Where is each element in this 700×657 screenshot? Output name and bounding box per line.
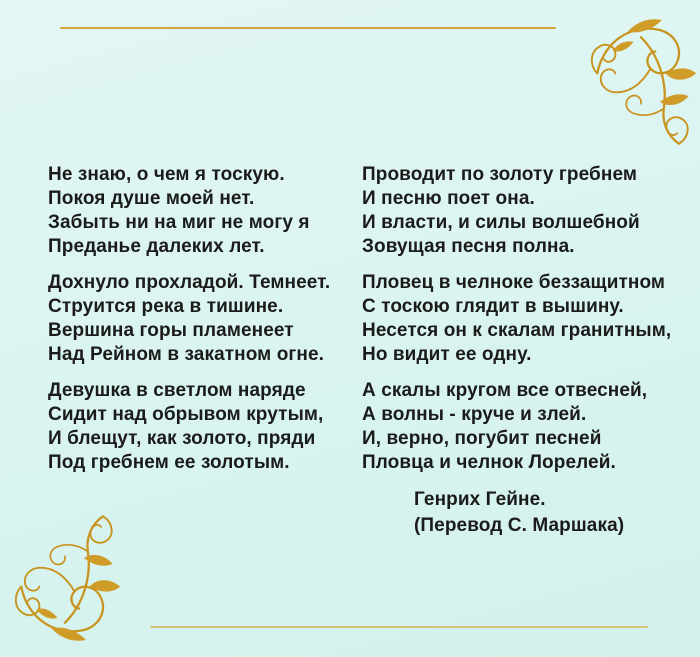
poem-line: Покоя душе моей нет. <box>48 188 255 209</box>
floral-flourish-icon <box>584 5 698 155</box>
top-divider <box>60 27 556 29</box>
stanza-4 <box>362 163 692 259</box>
poem-line: Пловца и челнок Лорелей. <box>362 452 616 473</box>
poem-line: И, верно, погубит песней <box>362 428 602 449</box>
stanza-6 <box>362 379 692 475</box>
bottom-divider <box>150 626 648 628</box>
poem-line: Сидит над обрывом крутым, <box>48 404 324 425</box>
poem-line: Дохнуло прохладой. Темнеет. <box>48 272 331 293</box>
poem-line: Вершина горы пламенеет <box>48 320 294 341</box>
attribution <box>414 487 692 539</box>
poem-line: С тоскою глядит в вышину. <box>362 296 624 317</box>
poem-line: Проводит по золоту гребнем <box>362 164 638 185</box>
attribution-author: Генрих Гейне. <box>414 489 546 510</box>
poem-column-left <box>48 163 362 539</box>
poem-column-right <box>362 163 692 539</box>
poem-line: Несется он к скалам гранитным, <box>362 320 672 341</box>
poem-line: И власти, и силы волшебной <box>362 212 640 233</box>
poem-line: Но видит ее одну. <box>362 344 532 365</box>
poem-line: А скалы кругом все отвесней, <box>362 380 648 401</box>
poem-line: И песню поет она. <box>362 188 535 209</box>
poem-text <box>48 163 692 539</box>
poem-line: Не знаю, о чем я тоскую. <box>48 164 285 185</box>
poem-line: И блещут, как золото, пряди <box>48 428 316 449</box>
poem-line: Зовущая песня полна. <box>362 236 575 257</box>
poem-line: Девушка в светлом наряде <box>48 380 306 401</box>
poem-line: Преданье далеких лет. <box>48 236 265 257</box>
poem-line: А волны - круче и злей. <box>362 404 587 425</box>
poem-line: Пловец в челноке беззащитном <box>362 272 666 293</box>
attribution-translator: (Перевод С. Маршака) <box>414 515 625 536</box>
poem-line: Забыть ни на миг не могу я <box>48 212 310 233</box>
poem-line: Над Рейном в закатном огне. <box>48 344 325 365</box>
poem-line: Струится река в тишине. <box>48 296 284 317</box>
stanza-1 <box>48 163 362 259</box>
stanza-2 <box>48 271 362 367</box>
poem-line: Под гребнем ее золотым. <box>48 452 290 473</box>
stanza-5 <box>362 271 692 367</box>
stanza-3 <box>48 379 362 475</box>
